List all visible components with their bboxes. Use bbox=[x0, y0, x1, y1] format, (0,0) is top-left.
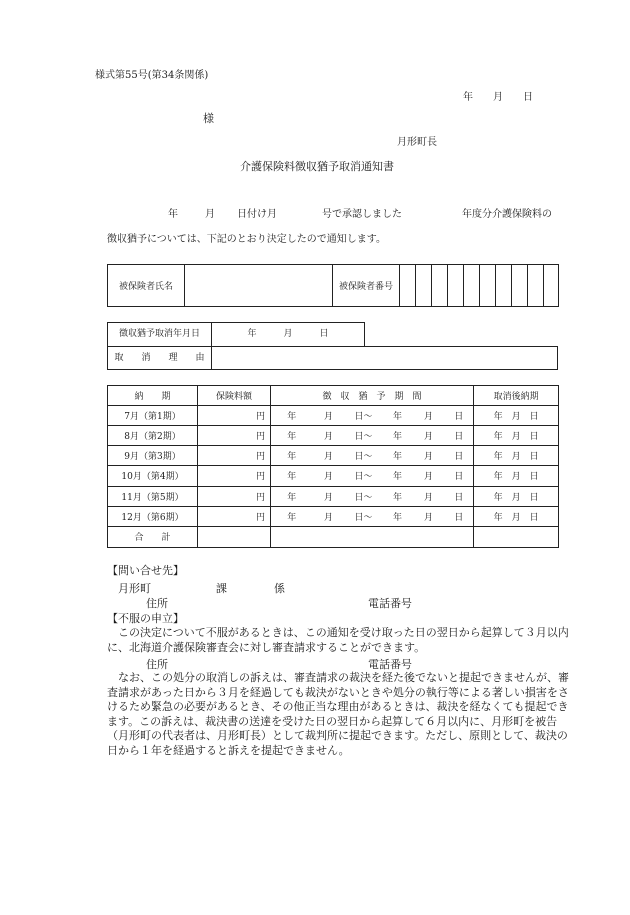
to-day[interactable]: 日 bbox=[445, 466, 474, 486]
to-year[interactable]: 年 bbox=[383, 406, 413, 426]
row-new-due-date[interactable]: 年 月 日 bbox=[474, 426, 559, 446]
row-amount[interactable]: 円 bbox=[198, 466, 271, 486]
intro-fiscal-year: 年度分介護保険料の bbox=[462, 209, 552, 220]
contact-address-label: 住所 bbox=[146, 597, 168, 610]
contact-heading: 【問い合せ先】 bbox=[107, 564, 184, 577]
header-amount: 保険料額 bbox=[198, 386, 271, 406]
insured-number-digit[interactable] bbox=[432, 265, 448, 307]
to-month[interactable]: 月 bbox=[413, 486, 445, 506]
table-row bbox=[108, 406, 559, 426]
intro-month: 月 bbox=[205, 209, 215, 220]
appeal-phone-label: 電話番号 bbox=[368, 658, 412, 671]
cancellation-reason-label: 取 消 理 由 bbox=[108, 347, 212, 369]
row-period: 7月（第1期） bbox=[108, 406, 198, 426]
cancellation-reason-row bbox=[107, 346, 558, 370]
to-year[interactable]: 年 bbox=[383, 466, 413, 486]
contact-section: 課 bbox=[216, 582, 227, 595]
table-row bbox=[108, 486, 559, 506]
contact-town: 月形町 bbox=[118, 582, 151, 595]
issuer-name: 月形町長 bbox=[397, 137, 437, 148]
from-day[interactable]: 日～ bbox=[345, 486, 383, 506]
document-title: 介護保険料徴収猶予取消通知書 bbox=[240, 160, 394, 173]
header-period: 納 期 bbox=[108, 386, 198, 406]
table-row bbox=[108, 426, 559, 446]
from-day[interactable]: 日～ bbox=[345, 426, 383, 446]
to-year[interactable]: 年 bbox=[383, 446, 413, 466]
total-due-field bbox=[474, 526, 559, 547]
appeal-paragraph-2: なお、この処分の取消しの訴えは、審査請求の裁決を経た後でないと提起できませんが、審査請求があった日から３月を経過しても裁決がないときや処分の執行等による著しい損害をさけるため緊急の必要があるとき、その他正当な理由があるときは、裁決を経なくても提起できます。この訴えは、裁決書の送達を受けた日の翌日から起算して６月以内に、月形町を被告（月形町の代表者は、月形町長）として裁判所に提起できます。ただし、原則として、裁決の日から１年を経過すると訴えを提起できません。 bbox=[107, 671, 569, 757]
header-deferral-period: 徴 収 猶 予 期 間 bbox=[271, 386, 474, 406]
to-month[interactable]: 月 bbox=[413, 446, 445, 466]
insured-number-digit[interactable] bbox=[544, 265, 559, 307]
intro-day: 日付け月 bbox=[237, 209, 277, 220]
from-month[interactable]: 月 bbox=[313, 426, 345, 446]
row-amount[interactable]: 円 bbox=[198, 426, 271, 446]
row-period: 9月（第3期） bbox=[108, 446, 198, 466]
row-period: 10月（第4期） bbox=[108, 466, 198, 486]
to-day[interactable]: 日 bbox=[445, 426, 474, 446]
date-line: 年 月 日 bbox=[463, 92, 533, 103]
to-day[interactable]: 日 bbox=[445, 506, 474, 526]
cancellation-date-label: 徴収猶予取消年月日 bbox=[108, 323, 212, 346]
from-year[interactable]: 年 bbox=[271, 506, 313, 526]
cancellation-reason-field[interactable] bbox=[212, 347, 556, 369]
from-day[interactable]: 日～ bbox=[345, 446, 383, 466]
row-amount[interactable]: 円 bbox=[198, 506, 271, 526]
intro-line-2: 徴収猶予については、下記のとおり決定したので通知します。 bbox=[107, 234, 386, 245]
total-row bbox=[108, 526, 559, 547]
from-year[interactable]: 年 bbox=[271, 486, 313, 506]
from-year[interactable]: 年 bbox=[271, 406, 313, 426]
cancellation-date-row bbox=[107, 322, 365, 346]
to-year[interactable]: 年 bbox=[383, 426, 413, 446]
from-day[interactable]: 日～ bbox=[345, 406, 383, 426]
from-month[interactable]: 月 bbox=[313, 466, 345, 486]
insured-number-digit[interactable] bbox=[480, 265, 496, 307]
to-month[interactable]: 月 bbox=[413, 506, 445, 526]
row-new-due-date[interactable]: 年 月 日 bbox=[474, 486, 559, 506]
insured-number-digit[interactable] bbox=[512, 265, 528, 307]
from-month[interactable]: 月 bbox=[313, 486, 345, 506]
row-period: 8月（第2期） bbox=[108, 426, 198, 446]
total-label: 合 計 bbox=[108, 526, 198, 547]
appeal-heading: 【不服の申立】 bbox=[107, 612, 184, 625]
appeal-address-label: 住所 bbox=[146, 658, 168, 671]
to-day[interactable]: 日 bbox=[445, 406, 474, 426]
form-number: 様式第55号(第34条関係) bbox=[95, 70, 209, 81]
appeal-paragraph-1: この決定について不服があるときは、この通知を受け取った日の翌日から起算して３月以内に、北海道介護保険審査会に対し審査請求することができます。 bbox=[107, 626, 569, 654]
to-day[interactable]: 日 bbox=[445, 486, 474, 506]
insured-number-digit[interactable] bbox=[496, 265, 512, 307]
contact-phone-label: 電話番号 bbox=[368, 597, 412, 610]
insured-number-label: 被保険者番号 bbox=[333, 265, 400, 307]
row-new-due-date[interactable]: 年 月 日 bbox=[474, 466, 559, 486]
from-month[interactable]: 月 bbox=[313, 406, 345, 426]
table-row bbox=[108, 506, 559, 526]
row-period: 12月（第6期） bbox=[108, 506, 198, 526]
insured-table bbox=[107, 264, 559, 307]
table-row bbox=[108, 446, 559, 466]
from-year[interactable]: 年 bbox=[271, 426, 313, 446]
row-amount[interactable]: 円 bbox=[198, 446, 271, 466]
to-month[interactable]: 月 bbox=[413, 466, 445, 486]
insured-number-digit[interactable] bbox=[528, 265, 544, 307]
row-new-due-date[interactable]: 年 月 日 bbox=[474, 446, 559, 466]
total-amount-field[interactable] bbox=[198, 526, 271, 547]
insured-number-digit[interactable] bbox=[464, 265, 480, 307]
contact-subsection: 係 bbox=[274, 582, 285, 595]
from-day[interactable]: 日～ bbox=[345, 506, 383, 526]
from-day[interactable]: 日～ bbox=[345, 466, 383, 486]
from-year[interactable]: 年 bbox=[271, 466, 313, 486]
schedule-table bbox=[107, 385, 559, 548]
to-day[interactable]: 日 bbox=[445, 446, 474, 466]
intro-number: 号で承認しました bbox=[322, 209, 402, 220]
insured-name-field[interactable] bbox=[185, 265, 333, 307]
intro-year: 年 bbox=[168, 209, 178, 220]
row-new-due-date[interactable]: 年 月 日 bbox=[474, 506, 559, 526]
from-month[interactable]: 月 bbox=[313, 506, 345, 526]
row-amount[interactable]: 円 bbox=[198, 486, 271, 506]
insured-number-digit[interactable] bbox=[448, 265, 464, 307]
insured-number-digit[interactable] bbox=[416, 265, 432, 307]
insured-number-digit[interactable] bbox=[400, 265, 416, 307]
to-year[interactable]: 年 bbox=[383, 486, 413, 506]
table-row bbox=[108, 466, 559, 486]
to-month[interactable]: 月 bbox=[413, 426, 445, 446]
to-month[interactable]: 月 bbox=[413, 406, 445, 426]
cancellation-date-field[interactable]: 年 月 日 bbox=[247, 329, 329, 339]
from-month[interactable]: 月 bbox=[313, 446, 345, 466]
addressee-suffix: 様 bbox=[203, 112, 214, 125]
insured-name-label: 被保険者氏名 bbox=[108, 265, 185, 307]
row-period: 11月（第5期） bbox=[108, 486, 198, 506]
total-period-field bbox=[271, 526, 474, 547]
from-year[interactable]: 年 bbox=[271, 446, 313, 466]
header-new-due-date: 取消後納期 bbox=[474, 386, 559, 406]
to-year[interactable]: 年 bbox=[383, 506, 413, 526]
row-new-due-date[interactable]: 年 月 日 bbox=[474, 406, 559, 426]
row-amount[interactable]: 円 bbox=[198, 406, 271, 426]
